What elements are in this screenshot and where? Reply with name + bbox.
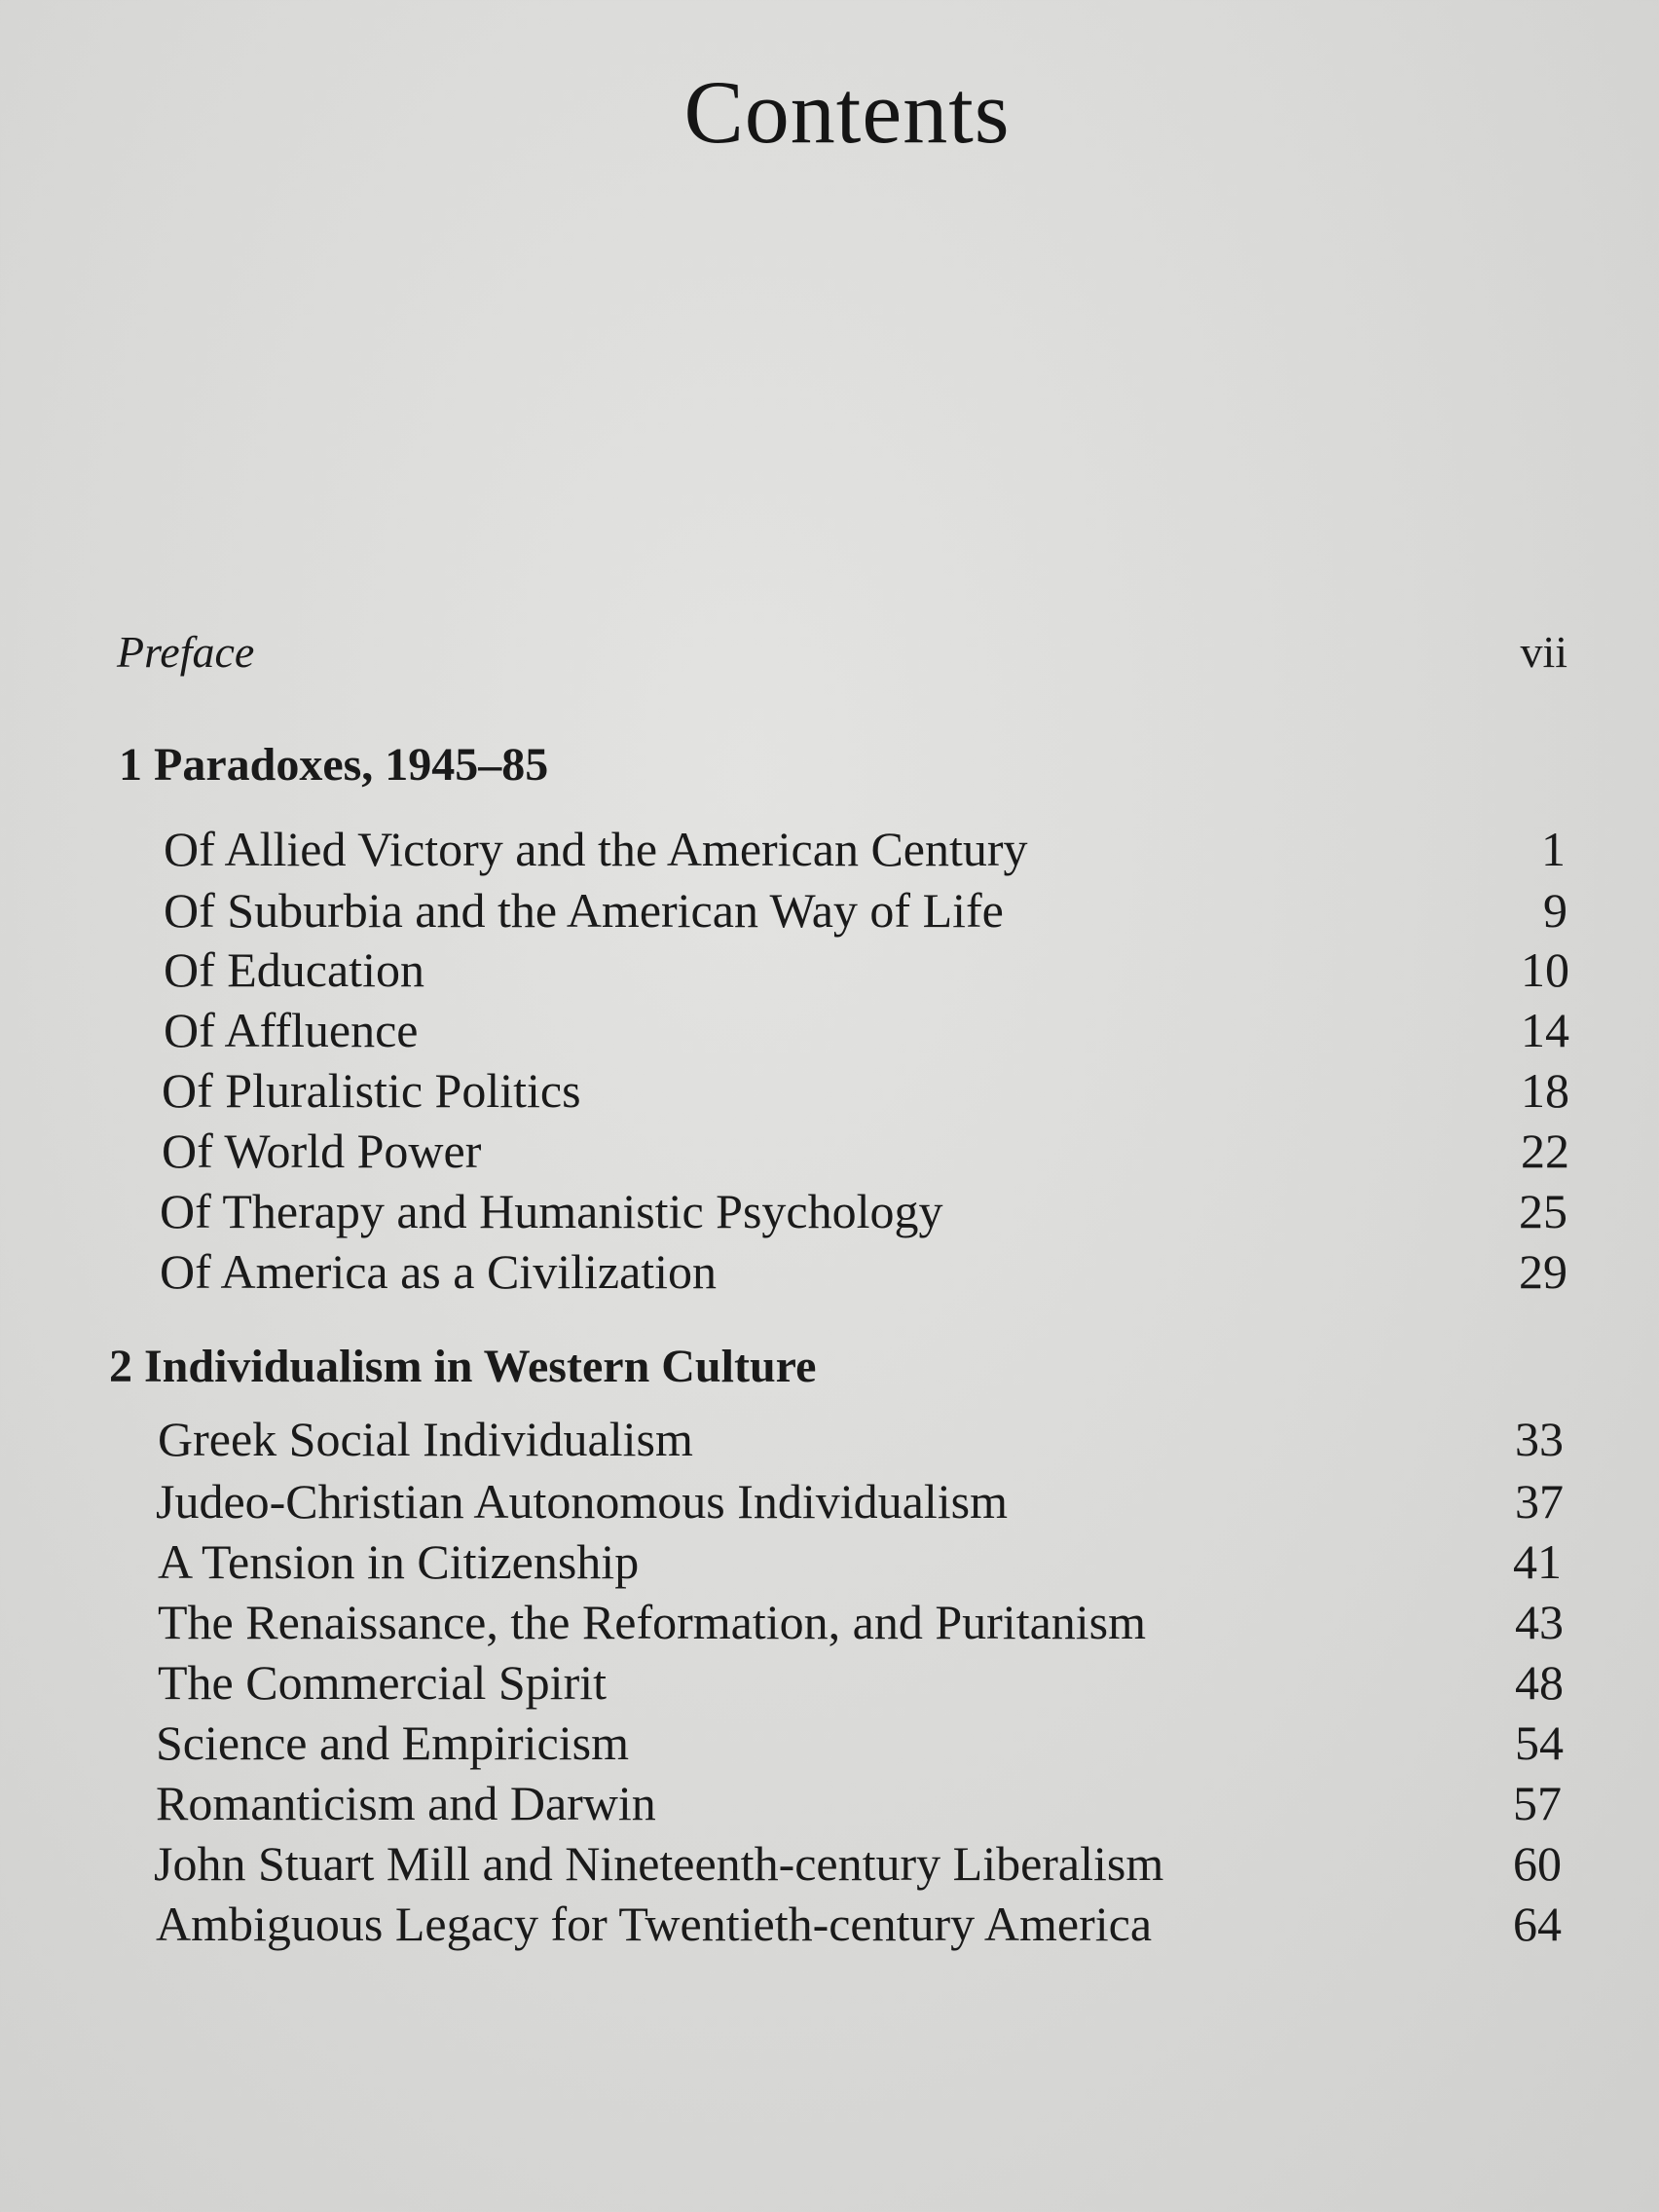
part-heading-2: 2 Individualism in Western Culture <box>109 1341 817 1392</box>
toc-entry-page: 10 <box>1521 942 1569 997</box>
toc-entry-page: 41 <box>1513 1534 1562 1589</box>
toc-entry <box>158 1653 1564 1712</box>
toc-entry-page: 54 <box>1515 1715 1564 1770</box>
toc-entry-page: 18 <box>1521 1063 1569 1118</box>
toc-entry-label: Science and Empiricism <box>156 1715 629 1770</box>
toc-entry <box>164 1001 1569 1059</box>
toc-entry <box>156 1714 1564 1772</box>
toc-entry-page: 9 <box>1543 883 1567 938</box>
toc-entry-page: 29 <box>1519 1244 1567 1299</box>
toc-entry-label: Ambiguous Legacy for Twentieth-century America <box>156 1897 1153 1951</box>
page-title: Contents <box>683 62 1011 162</box>
toc-entry-page: 60 <box>1513 1836 1562 1891</box>
toc-entry <box>160 1182 1567 1240</box>
toc-entry-label: John Stuart Mill and Nineteenth-century Liberalism <box>154 1836 1164 1891</box>
toc-entry-label: Of Allied Victory and the American Century <box>164 822 1028 876</box>
toc-entry-label: Preface <box>117 627 255 677</box>
toc-entry-page: 33 <box>1515 1412 1564 1466</box>
toc-entry <box>160 1242 1567 1301</box>
toc-entry <box>162 1122 1569 1180</box>
toc-entry-page: 48 <box>1515 1655 1564 1710</box>
toc-entry-page: 14 <box>1521 1003 1569 1057</box>
toc-entry-label: Of Education <box>164 942 424 997</box>
toc-entry-page: 64 <box>1513 1897 1562 1951</box>
toc-entry-preface <box>117 623 1567 682</box>
toc-entry <box>158 1593 1564 1651</box>
toc-entry <box>156 1774 1562 1832</box>
toc-entry-label: Romanticism and Darwin <box>156 1776 656 1830</box>
toc-entry-label: Of Suburbia and the American Way of Life <box>164 883 1004 938</box>
toc-entry-label: Judeo-Christian Autonomous Individualism <box>156 1474 1008 1529</box>
toc-entry-page: 57 <box>1513 1776 1562 1830</box>
toc-entry-label: Of Therapy and Humanistic Psychology <box>160 1184 943 1238</box>
toc-entry-label: Of World Power <box>162 1124 482 1178</box>
toc-entry-label: Of Pluralistic Politics <box>162 1063 581 1118</box>
toc-entry-label: Greek Social Individualism <box>158 1412 693 1466</box>
toc-entry-page: 25 <box>1519 1184 1567 1238</box>
toc-entry-label: Of Affluence <box>164 1003 419 1057</box>
toc-entry <box>156 1895 1562 1953</box>
toc-entry-page: vii <box>1520 627 1567 677</box>
toc-entry <box>158 1532 1562 1591</box>
toc-entry-page: 1 <box>1541 822 1566 876</box>
toc-entry <box>164 820 1566 878</box>
toc-entry <box>154 1834 1562 1893</box>
toc-entry-page: 37 <box>1515 1474 1564 1529</box>
toc-entry-label: Of America as a Civilization <box>160 1244 718 1299</box>
toc-entry-label: The Renaissance, the Reformation, and Puritanism <box>158 1595 1147 1649</box>
toc-entry <box>158 1410 1564 1468</box>
toc-entry-label: A Tension in Citizenship <box>158 1534 640 1589</box>
toc-entry-label: The Commercial Spirit <box>158 1655 608 1710</box>
toc-entry <box>162 1061 1569 1120</box>
toc-entry <box>164 940 1569 999</box>
part-heading-1: 1 Paradoxes, 1945–85 <box>119 739 549 791</box>
toc-entry <box>164 881 1567 940</box>
toc-entry-page: 22 <box>1521 1124 1569 1178</box>
toc-entry <box>156 1472 1564 1530</box>
toc-entry-page: 43 <box>1515 1595 1564 1649</box>
